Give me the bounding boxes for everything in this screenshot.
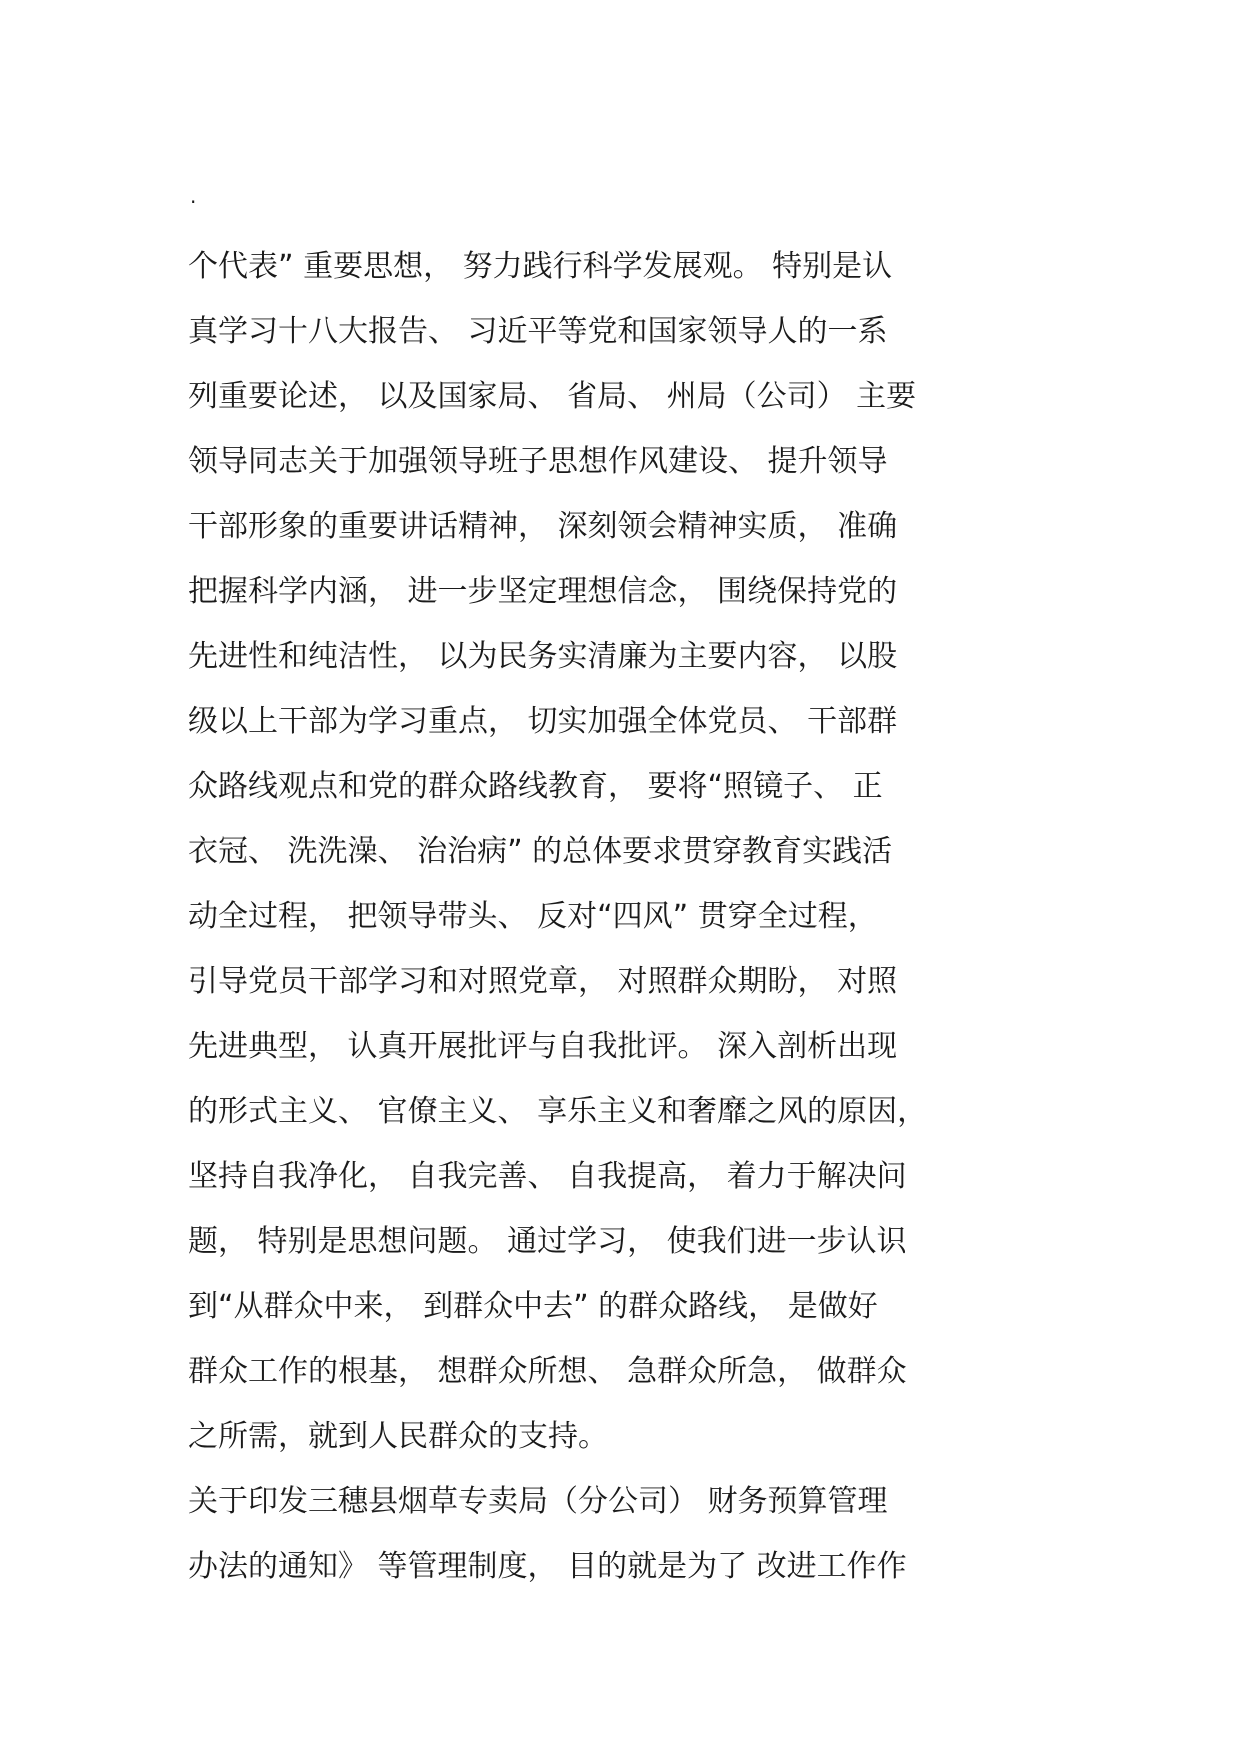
text-line: 到“从群众中来， 到群众中去” 的群众路线， 是做好 bbox=[188, 1289, 878, 1324]
text-line: 级以上干部为学习重点， 切实加强全体党员、 干部群 bbox=[188, 704, 898, 739]
text-line: 众路线观点和党的群众路线教育， 要将“照镜子、 正 bbox=[188, 769, 883, 804]
text-line: 引导党员干部学习和对照党章， 对照群众期盼， 对照 bbox=[188, 964, 898, 999]
text-line: 群众工作的根基， 想群众所想、 急群众所急， 做群众 bbox=[188, 1354, 907, 1389]
body-text bbox=[188, 234, 1148, 1599]
text-line: 先进典型， 认真开展批评与自我批评。 深入剖析出现 bbox=[188, 1029, 898, 1064]
text-line: 的形式主义、 官僚主义、 享乐主义和奢靡之风的原因， bbox=[188, 1094, 928, 1129]
text-line: 题， 特别是思想问题。 通过学习， 使我们进一步认识 bbox=[188, 1224, 907, 1259]
page-marker: . bbox=[190, 184, 197, 208]
text-line: 坚持自我净化， 自我完善、 自我提高， 着力于解决问 bbox=[188, 1159, 907, 1194]
text-line: 把握科学内涵， 进一步坚定理想信念， 围绕保持党的 bbox=[188, 574, 898, 609]
text-line: 办法的通知》 等管理制度， 目的就是为了 改进工作作 bbox=[188, 1549, 907, 1584]
text-line: 列重要论述， 以及国家局、 省局、 州局（公司） 主要 bbox=[188, 379, 917, 414]
text-line: 领导同志关于加强领导班子思想作风建设、 提升领导 bbox=[188, 444, 888, 479]
text-line: 关于印发三穗县烟草专卖局（分公司） 财务预算管理 bbox=[188, 1484, 888, 1519]
text-line: 先进性和纯洁性， 以为民务实清廉为主要内容， 以股 bbox=[188, 639, 898, 674]
text-line: 个代表” 重要思想， 努力践行科学发展观。 特别是认 bbox=[188, 249, 893, 284]
text-line: 真学习十八大报告、 习近平等党和国家领导人的一系 bbox=[188, 314, 888, 349]
text-line: 衣冠、 洗洗澡、 治治病” 的总体要求贯穿教育实践活 bbox=[188, 834, 893, 869]
text-line: 干部形象的重要讲话精神， 深刻领会精神实质， 准确 bbox=[188, 509, 898, 544]
text-line: 之所需，就到人民群众的支持。 bbox=[188, 1419, 608, 1454]
text-line: 动全过程， 把领导带头、 反对“四风” 贯穿全过程， bbox=[188, 899, 878, 934]
